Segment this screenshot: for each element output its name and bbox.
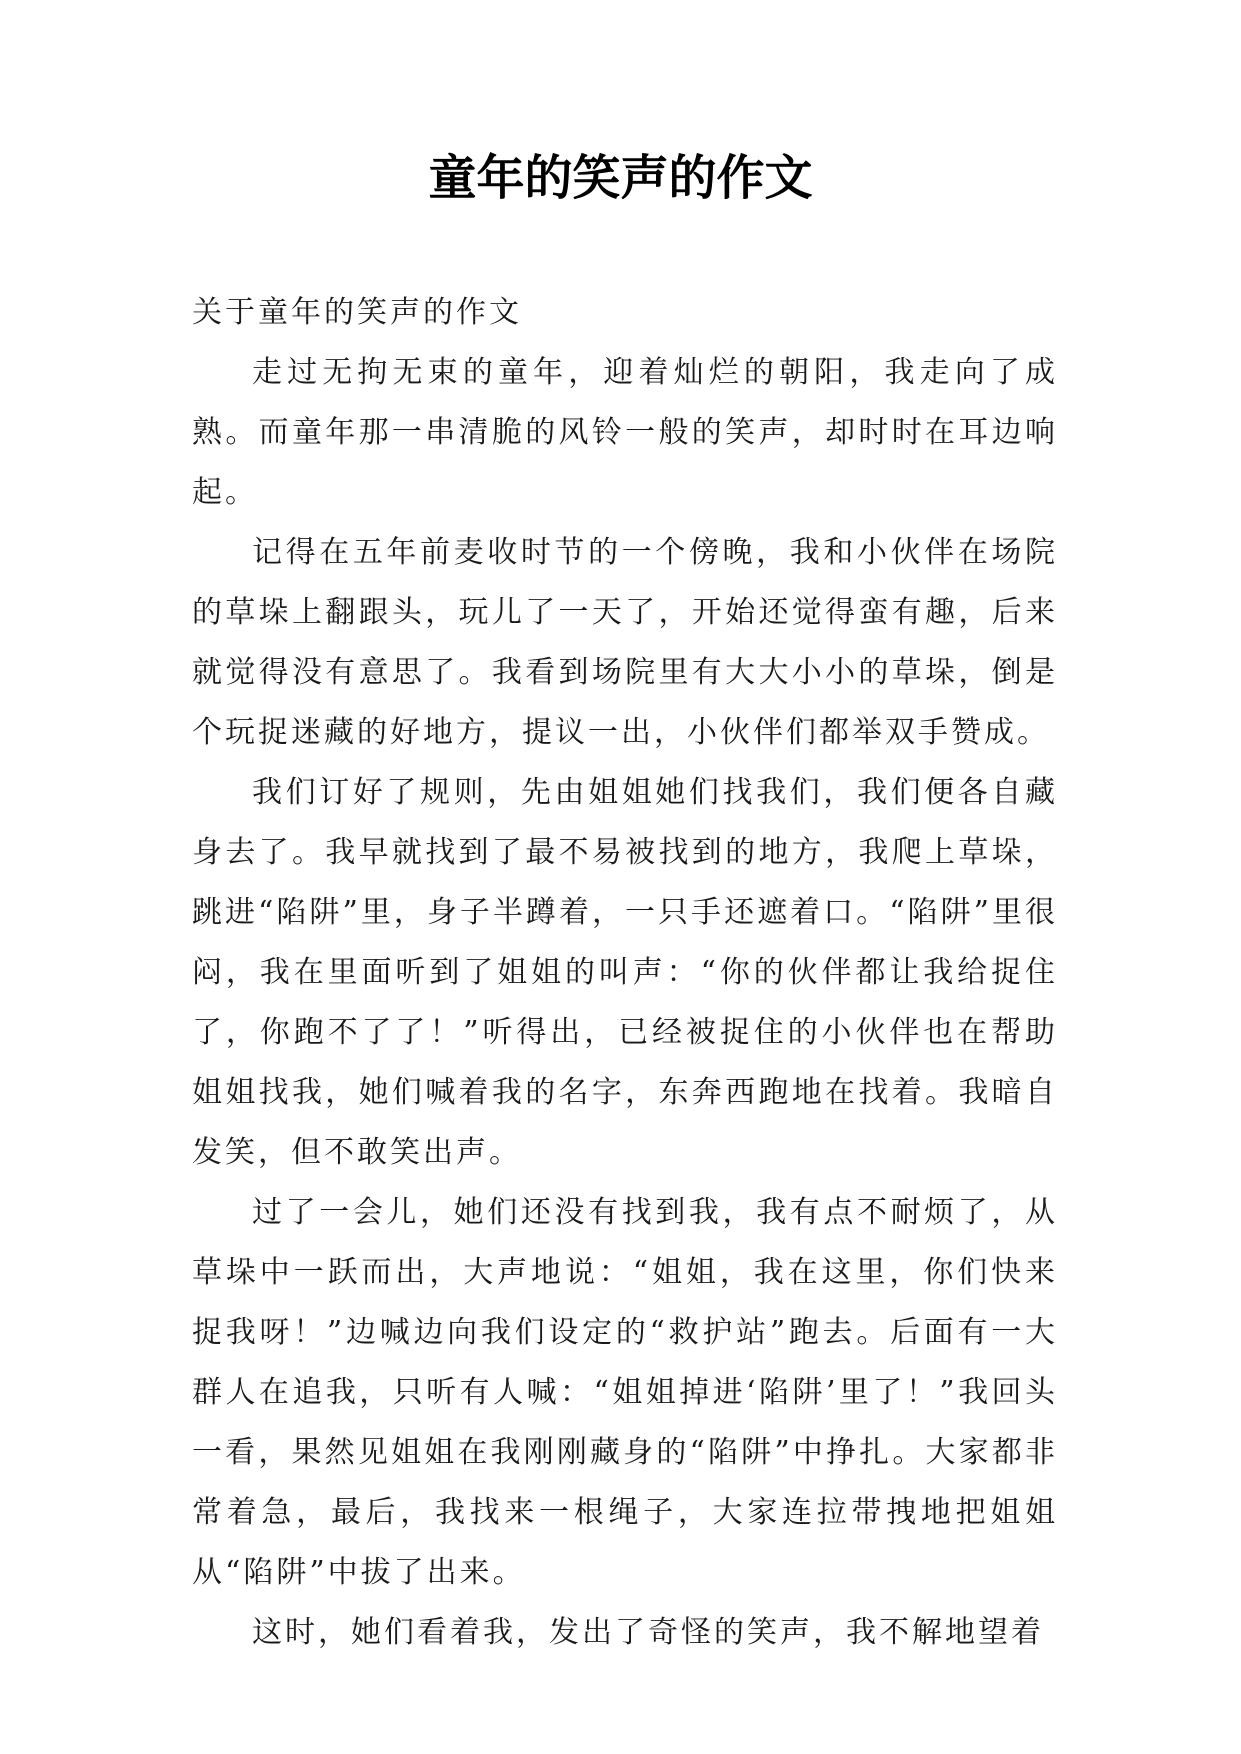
paragraph: 走过无拘无束的童年，迎着灿烂的朝阳，我走向了成熟。而童年那一串清脆的风铃一般的笑声，却时时在耳边响起。 bbox=[192, 355, 1058, 510]
document-subtitle: 关于童年的笑声的作文 bbox=[192, 295, 522, 330]
document-body bbox=[192, 283, 1058, 1663]
paragraph: 我们订好了规则，先由姐姐她们找我们，我们便各自藏身去了。我早就找到了最不易被找到的地方，我爬上草垛，跳进“陷阱”里，身子半蹲着，一只手还遮着口。“陷阱”里很闷，我在里面听到了姐姐的叫声：“你的伙伴都让我给捉住了，你跑不了了！”听得出，已经被捉住的小伙伴也在帮助姐姐找我，她们喊着我的名字，东奔西跑地在找着。我暗自发笑，但不敢笑出声。 bbox=[192, 775, 1058, 1170]
document-title: 童年的笑声的作文 bbox=[428, 150, 813, 206]
paragraph: 这时，她们看着我，发出了奇怪的笑声，我不解地望着 bbox=[252, 1615, 1044, 1650]
paragraph: 过了一会儿，她们还没有找到我，我有点不耐烦了，从草垛中一跃而出，大声地说：“姐姐，我在这里，你们快来捉我呀！”边喊边向我们设定的“救护站”跑去。后面有一大群人在追我，只听有人喊：“姐姐掉进‘陷阱’里了！”我回头一看，果然见姐姐在我刚刚藏身的“陷阱”中挣扎。大家都非常着急，最后，我找来一根绳子，大家连拉带拽地把姐姐从“陷阱”中拔了出来。 bbox=[192, 1195, 1058, 1590]
paragraph: 记得在五年前麦收时节的一个傍晚，我和小伙伴在场院的草垛上翻跟头，玩儿了一天了，开始还觉得蛮有趣，后来就觉得没有意思了。我看到场院里有大大小小的草垛，倒是个玩捉迷藏的好地方，提议一出，小伙伴们都举双手赞成。 bbox=[192, 535, 1058, 750]
